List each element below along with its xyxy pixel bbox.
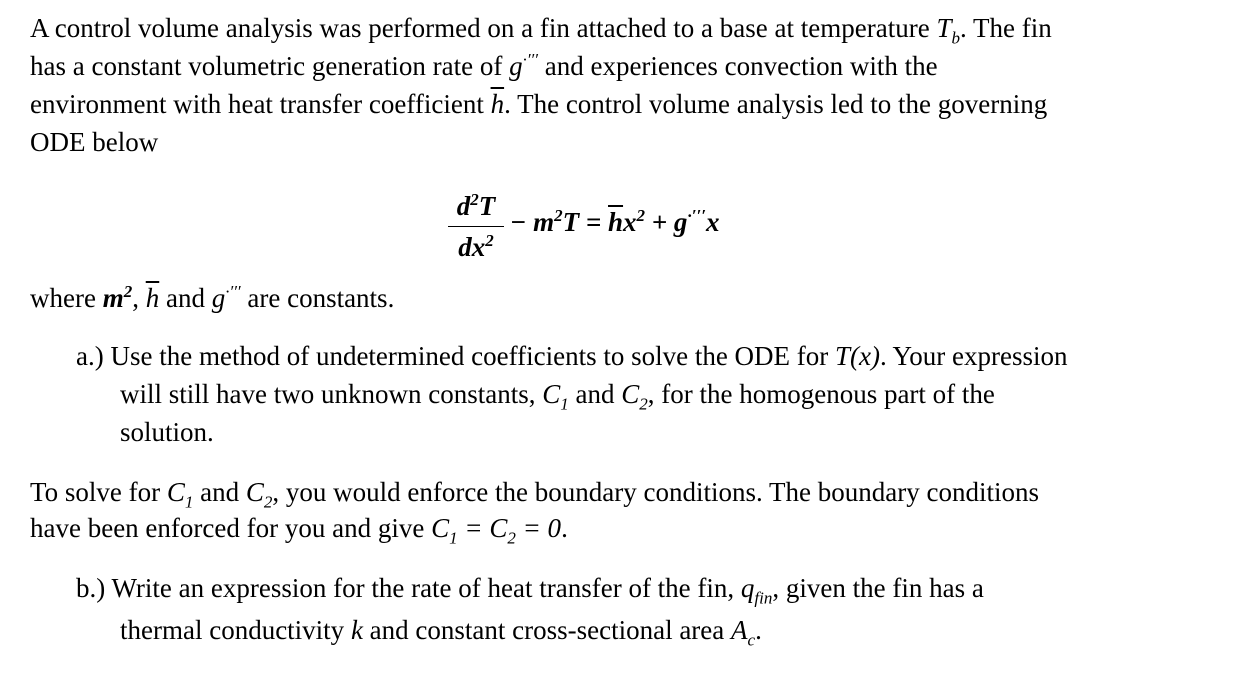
math-Tb: $T_b$: [936, 13, 960, 48]
intro-line-2: has a constant volumetric generation rate of g·′′′ and experiences convection with the: [30, 50, 938, 81]
part-a-line-2: will still have two unknown constants, $C_1$ and $C_2$, for the homogenous part of the: [120, 379, 995, 414]
part-a-line-1: a.) Use the method of undetermined coefficients to solve the ODE for T(x). Your expression: [76, 341, 1068, 371]
part-a-line-3: solution.: [120, 417, 214, 447]
math-Tx: T(x): [835, 341, 881, 371]
math-g-gen-2: g·′′′: [211, 282, 241, 313]
math-g-gen: g·′′′: [509, 50, 538, 81]
part-b-label: b.): [76, 573, 106, 603]
equation-denominator: $dx^2$: [458, 231, 494, 262]
equation-rhs: − $m^2T = \overline{h}x^2 + g^{\cdot'''}x$: [510, 206, 720, 237]
math-k: k: [350, 615, 363, 645]
math-q-fin: $q_{fin}$: [740, 573, 773, 608]
math-hbar: $\overline{h}$: [490, 89, 505, 119]
math-m2: $m^2$: [102, 282, 133, 313]
bc-line-2: have been enforced for you and give $C_1 = C_2 = 0$.: [30, 513, 568, 548]
equation-numerator: $d^2T$: [456, 190, 496, 221]
part-b-line-1: b.) Write an expression for the rate of heat transfer of the fin, $q_{fin}$, given the fin has a: [76, 573, 984, 608]
math-Ac: $A_c$: [731, 615, 756, 650]
equation-derivative-fraction: [448, 188, 504, 265]
math-C1-bc: $C_1$: [166, 477, 194, 512]
math-C1: $C_1$: [542, 379, 569, 414]
math-C2-bc: $C_2$: [245, 477, 273, 512]
intro-line-4: ODE below: [30, 127, 159, 157]
intro-line-1: A control volume analysis was performed on a fin attached to a base at temperature $T_b$. The fin: [30, 13, 1052, 48]
bc-line-1: To solve for $C_1$ and $C_2$, you would enforce the boundary conditions. The boundary conditions: [30, 477, 1039, 512]
part-a-label: a.): [76, 341, 104, 371]
intro-line-3: environment with heat transfer coefficient $\overline{h}$. The control volume analysis led to the governing: [30, 89, 1048, 119]
math-C1-eq-C2-eq-0: $C_1 = C_2 = 0$: [431, 513, 562, 548]
fraction-bar: [448, 226, 504, 227]
where-line: where $m^2$, $\overline{h}$ and g·′′′ are constants.: [30, 282, 395, 313]
part-b-line-2: thermal conductivity k and constant cross-sectional area $A_c$.: [120, 615, 762, 650]
math-hbar-2: $\overline{h}$: [145, 283, 160, 313]
math-C2: $C_2$: [621, 379, 648, 414]
